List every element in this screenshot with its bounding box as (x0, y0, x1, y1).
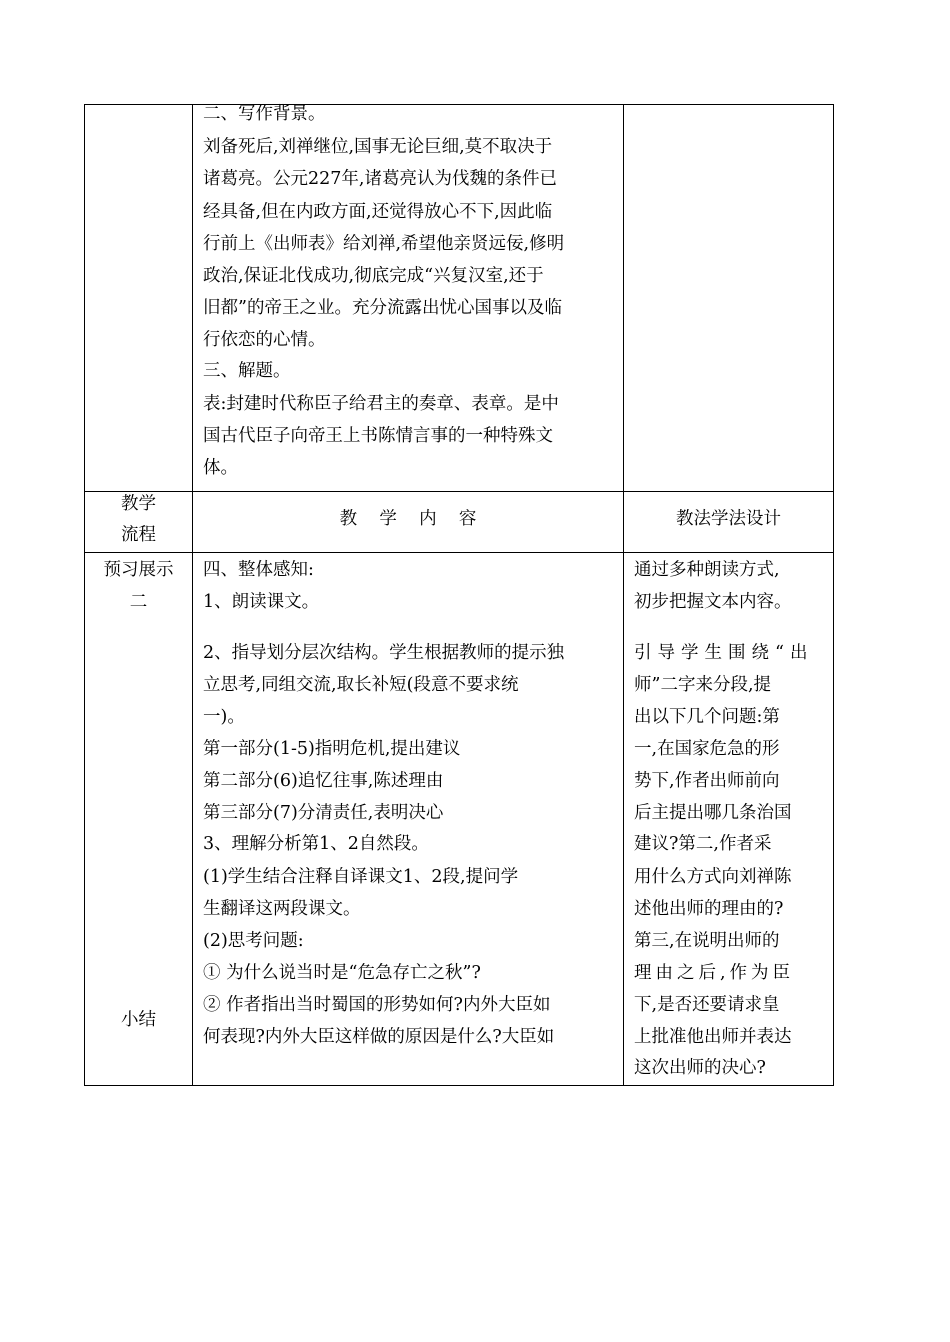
text-line: 3、理解分析第1、2自然段。 (203, 834, 429, 854)
text-line: 理由之后,作为臣 (634, 963, 795, 983)
table-divider-col1 (192, 104, 193, 1086)
header-method-label: 教法学法设计 (676, 509, 781, 529)
process-stage-label: 预习展示 (103, 560, 174, 580)
process-stage-label: 二 (129, 592, 148, 612)
text-line: 生翻译这两段课文。 (203, 899, 361, 919)
text-line: 建议?第二,作者采 (634, 834, 772, 854)
table-border-bottom (84, 1085, 834, 1086)
text-line: 第二部分(6)追忆往事,陈述理由 (203, 771, 444, 791)
text-line: 2、指导划分层次结构。学生根据教师的提示独 (203, 643, 565, 663)
text-line: 三、解题。 (203, 361, 291, 381)
text-line: 上批准他出师并表达 (634, 1027, 792, 1047)
text-line: 这次出师的决心? (634, 1058, 766, 1078)
table-divider-col2 (623, 104, 624, 1086)
text-line: 1、朗读课文。 (203, 592, 320, 612)
text-line: 出以下几个问题:第 (634, 707, 780, 727)
text-line: 表:封建时代称臣子给君主的奏章、表章。是中 (203, 394, 559, 414)
text-line: 何表现?内外大臣这样做的原因是什么?大臣如 (203, 1027, 555, 1047)
table-border-right (833, 104, 834, 1086)
text-line: 一)。 (203, 707, 245, 727)
table-border-top (84, 104, 834, 105)
text-line: 刘备死后,刘禅继位,国事无论巨细,莫不取决于 (203, 137, 553, 157)
text-line: 通过多种朗读方式, (634, 560, 780, 580)
text-line: ② 作者指出当时蜀国的形势如何?内外大臣如 (203, 995, 551, 1015)
text-line: 四、整体感知: (203, 560, 314, 580)
text-line: 一,在国家危急的形 (634, 739, 780, 759)
summary-label: 小结 (121, 1010, 156, 1030)
text-line: 引导学生围绕“出 (634, 643, 814, 663)
text-line: 国古代臣子向帝王上书陈情言事的一种特殊文 (203, 426, 553, 446)
header-process-label: 教学 (121, 494, 156, 514)
text-line: ① 为什么说当时是“危急存亡之秋”? (203, 963, 481, 983)
text-line: 第三部分(7)分清责任,表明决心 (203, 803, 444, 823)
text-line: 二、写作背景。 (203, 104, 326, 124)
header-content-label: 教 学 内 容 (339, 509, 477, 529)
table-divider-row2 (84, 552, 834, 553)
header-process-label: 流程 (121, 525, 156, 545)
text-line: 述他出师的理由的? (634, 899, 784, 919)
text-line: 用什么方式向刘禅陈 (634, 867, 792, 887)
text-line: 行前上《出师表》给刘禅,希望他亲贤远佞,修明 (203, 234, 565, 254)
text-line: 诸葛亮。公元227年,诸葛亮认为伐魏的条件已 (203, 169, 557, 189)
text-line: 体。 (203, 458, 238, 478)
table-divider-row1 (84, 491, 834, 492)
text-line: 行依恋的心情。 (203, 330, 326, 350)
text-line: (1)学生结合注释自译课文1、2段,提问学 (203, 867, 519, 887)
text-line: 势下,作者出师前向 (634, 771, 780, 791)
text-line: 经具备,但在内政方面,还觉得放心不下,因此临 (203, 202, 553, 222)
text-line: 师”二字来分段,提 (634, 675, 772, 695)
text-line: 旧都”的帝王之业。充分流露出忧心国事以及临 (203, 298, 562, 318)
text-line: 第三,在说明出师的 (634, 931, 780, 951)
text-line: (2)思考问题: (203, 931, 304, 951)
text-line: 后主提出哪几条治国 (634, 803, 792, 823)
text-line: 第一部分(1-5)指明危机,提出建议 (203, 739, 461, 759)
text-line: 下,是否还要请求皇 (634, 995, 780, 1015)
text-line: 政治,保证北伐成功,彻底完成“兴复汉室,还于 (203, 266, 544, 286)
text-line: 初步把握文本内容。 (634, 592, 792, 612)
text-line: 立思考,同组交流,取长补短(段意不要求统 (203, 675, 519, 695)
